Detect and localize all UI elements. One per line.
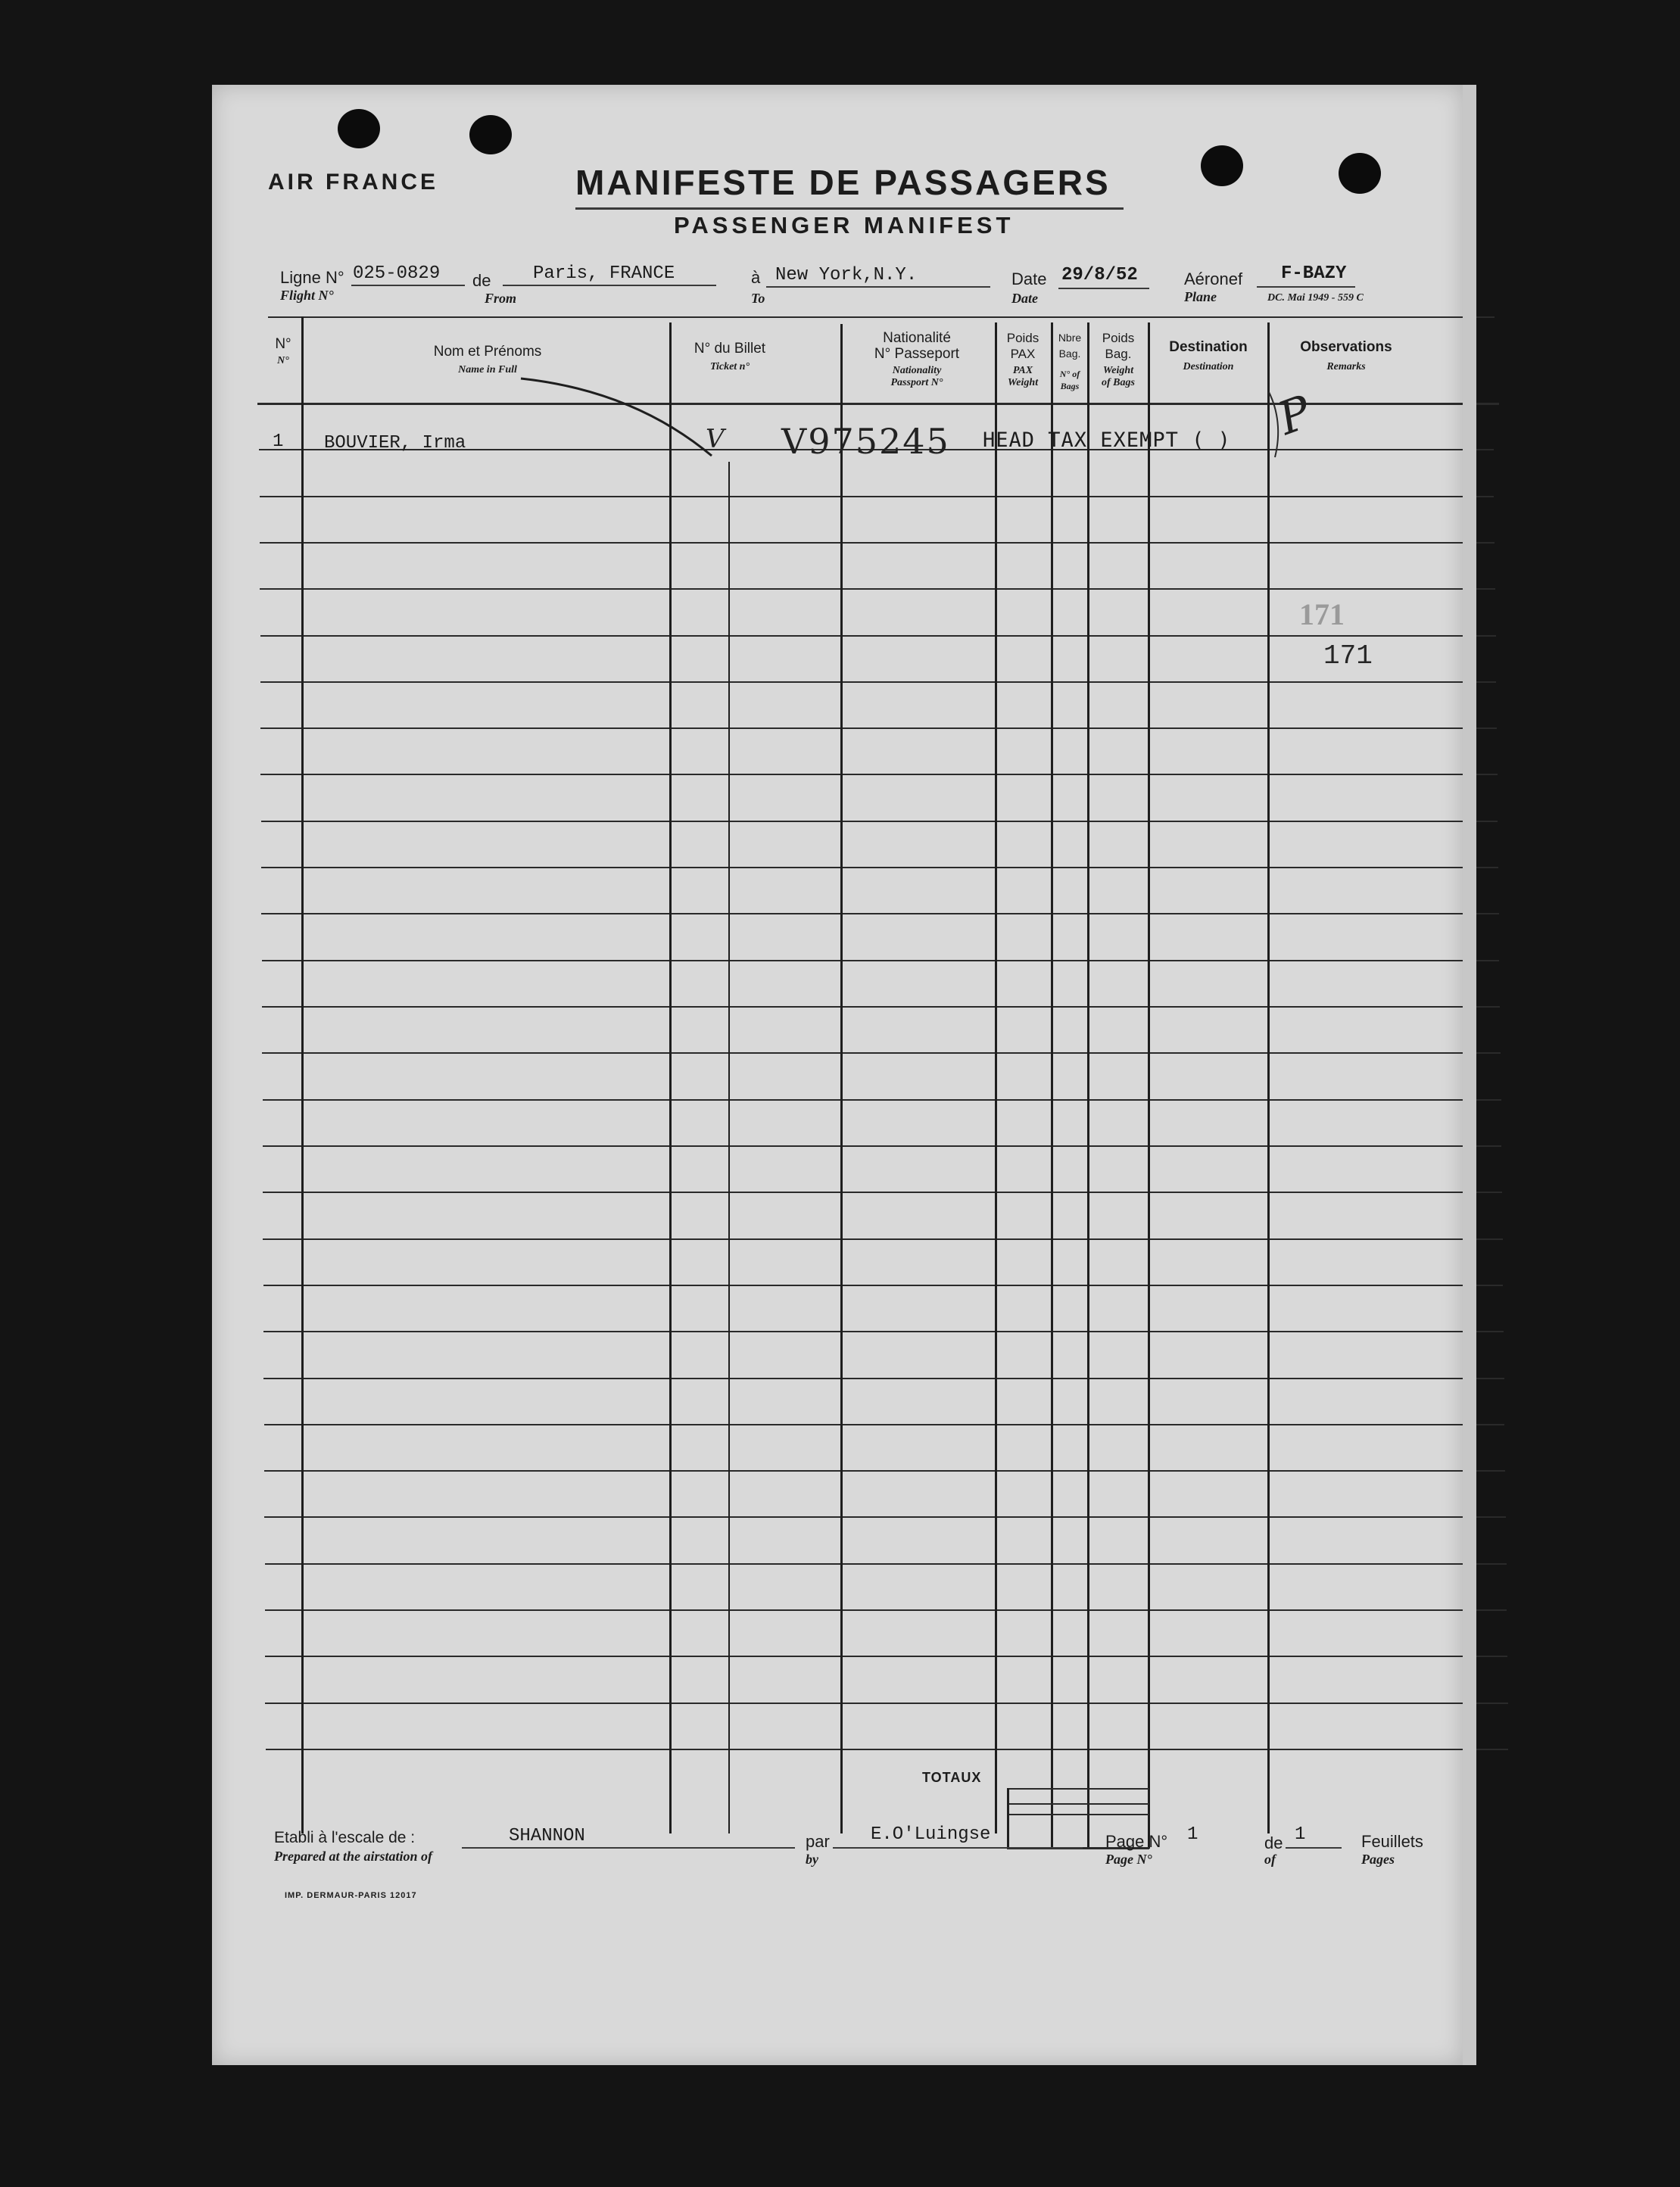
- from-label: de: [472, 271, 491, 290]
- col-header-ticket: N° du Billet Ticket n°: [694, 341, 766, 372]
- table-top-rule: [268, 316, 1495, 318]
- totals-rule: [1007, 1814, 1149, 1815]
- page-label: Page N°: [1105, 1832, 1168, 1851]
- row-rule: [264, 1516, 1506, 1518]
- plane-sublabel: Plane: [1184, 289, 1217, 304]
- typed-number: 171: [1323, 640, 1373, 671]
- stamp-number: 171: [1299, 597, 1345, 631]
- col-header-bags: Nbre Bag. N° of Bags: [1058, 332, 1082, 391]
- row-rule: [260, 727, 1497, 729]
- header-bottom-rule: [257, 403, 1499, 405]
- column-rule: [1267, 322, 1270, 1833]
- row-rule: [260, 588, 1495, 590]
- punch-hole: [338, 109, 380, 148]
- column-rule: [669, 322, 672, 1833]
- line-label: Ligne N°: [280, 268, 344, 287]
- col-header-name: Nom et Prénoms Name in Full: [433, 344, 542, 375]
- row-rule: [266, 1749, 1509, 1750]
- to-label: à: [751, 268, 761, 287]
- to-value: New York,N.Y.: [775, 265, 918, 285]
- row-rule: [264, 1470, 1505, 1472]
- from-underline: [503, 285, 716, 286]
- date-underline: [1058, 288, 1149, 289]
- col-header-bag-weight: Poids Bag. Weight of Bags: [1102, 331, 1135, 388]
- by-sublabel: by: [806, 1852, 818, 1867]
- row-rule: [260, 681, 1496, 683]
- page-sublabel: Page N°: [1105, 1852, 1152, 1867]
- date-value: 29/8/52: [1061, 265, 1138, 285]
- row-rule: [265, 1609, 1507, 1611]
- row-rule: [262, 960, 1500, 961]
- row-rule: [262, 1006, 1500, 1008]
- by-underline: [833, 1847, 1083, 1849]
- title-underline: [575, 207, 1124, 210]
- title-english: PASSENGER MANIFEST: [674, 212, 1015, 238]
- line-sublabel: Flight N°: [280, 288, 334, 303]
- passenger-name: BOUVIER, Irma: [324, 433, 466, 453]
- row-rule: [263, 1192, 1502, 1193]
- page-value: 1: [1187, 1824, 1198, 1845]
- pages-sublabel: Pages: [1361, 1852, 1395, 1867]
- line-value: 025-0829: [353, 263, 441, 284]
- totals-label: TOTAUX: [922, 1770, 982, 1785]
- pages-label: Feuillets: [1361, 1832, 1423, 1851]
- row-rule: [261, 913, 1498, 914]
- row-rule: [263, 1238, 1502, 1240]
- prepared-at-value: SHANNON: [509, 1826, 585, 1846]
- punch-hole: [1201, 145, 1243, 186]
- punch-hole: [1339, 153, 1381, 194]
- col-header-remarks: Observations Remarks: [1300, 339, 1392, 372]
- prepared-at-sublabel: Prepared at the airstation of: [274, 1849, 433, 1864]
- row-rule: [263, 1331, 1504, 1332]
- printer-imprint: IMP. DERMAUR-PARIS 12017: [285, 1891, 417, 1900]
- passport-number: V975245: [781, 421, 950, 462]
- plane-value: F-BAZY: [1281, 263, 1347, 284]
- manifest-sheet: [212, 85, 1463, 2065]
- from-sublabel: From: [485, 291, 517, 306]
- row-rule: [263, 1378, 1504, 1379]
- row-rule: [261, 821, 1498, 822]
- column-rule: [728, 462, 730, 1833]
- totals-rule: [1007, 1788, 1149, 1790]
- airline-name: AIR FRANCE: [268, 170, 438, 195]
- row-rule: [265, 1656, 1507, 1657]
- date-sublabel: Date: [1011, 291, 1038, 306]
- row-rule: [265, 1703, 1507, 1704]
- row-rule: [263, 1145, 1501, 1147]
- row-number: 1: [273, 431, 284, 452]
- of-value: 1: [1295, 1824, 1306, 1845]
- column-rule: [1148, 322, 1150, 1849]
- row-rule: [265, 1563, 1507, 1565]
- line-underline: [351, 285, 465, 286]
- row-rule: [262, 1052, 1501, 1054]
- row-rule: [263, 1285, 1504, 1286]
- form-code: DC. Mai 1949 - 559 C: [1267, 292, 1364, 304]
- row-rule: [260, 496, 1495, 497]
- prepared-at-label: Etabli à l'escale de :: [274, 1829, 416, 1846]
- col-header-passport: Nationalité N° Passeport Nationality Passport N°: [874, 330, 960, 388]
- to-underline: [766, 286, 990, 288]
- row-rule: [260, 774, 1497, 775]
- col-header-no: N° N°: [275, 336, 291, 366]
- col-header-destination: Destination Destination: [1169, 339, 1248, 372]
- ticket-check-mark: V: [706, 424, 725, 454]
- row-rule: [260, 635, 1496, 637]
- date-label: Date: [1011, 269, 1047, 288]
- by-label: par: [806, 1832, 830, 1851]
- by-value: E.O'Luingse: [871, 1824, 991, 1845]
- plane-label: Aéronef: [1184, 269, 1243, 288]
- title-french: MANIFESTE DE PASSAGERS: [575, 163, 1111, 202]
- plane-underline: [1257, 286, 1355, 288]
- column-rule: [301, 316, 304, 1833]
- remark-typed: HEAD TAX EXEMPT ( ): [983, 428, 1231, 452]
- of-sublabel: of: [1264, 1852, 1276, 1867]
- totals-rule: [1007, 1788, 1009, 1849]
- row-rule: [263, 1099, 1501, 1101]
- punch-hole: [469, 115, 512, 154]
- column-rule: [1087, 322, 1089, 1849]
- remark-mark: P: [1271, 385, 1319, 446]
- row-rule: [261, 867, 1498, 868]
- of-label: de: [1264, 1833, 1283, 1852]
- column-rule: [840, 324, 843, 1833]
- row-rule: [264, 1424, 1505, 1425]
- of-underline: [1286, 1847, 1342, 1849]
- column-rule: [1051, 322, 1053, 1849]
- column-rule: [995, 322, 997, 1833]
- col-header-pax-weight: Poids PAX PAX Weight: [1006, 331, 1039, 388]
- to-sublabel: To: [751, 291, 765, 306]
- totals-rule: [1007, 1803, 1149, 1805]
- row-rule: [260, 542, 1495, 544]
- prepared-at-underline: [462, 1847, 795, 1849]
- from-value: Paris, FRANCE: [533, 263, 675, 284]
